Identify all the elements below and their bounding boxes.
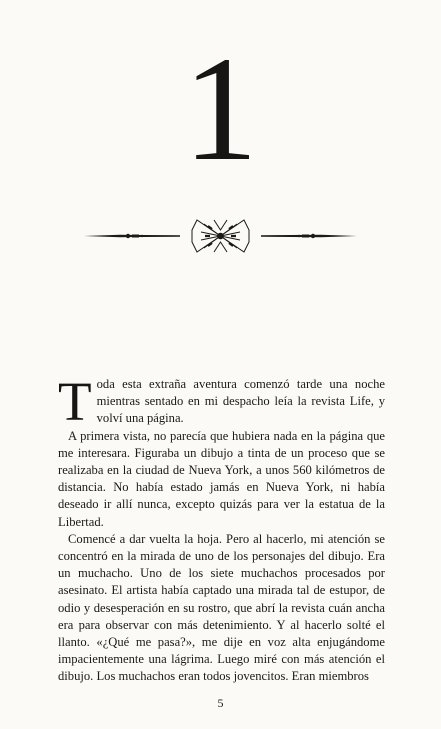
paragraph: Comencé a dar vuelta la hoja. Pero al hacerlo, mi atención se concentró en la mirada de uno de los personajes del dibujo. Era un muchacho. Uno de los siete muchachos procesados por asesinato. El artista había captado una mirada tal de estupor, de odio y desesperación en su rostro, que abrí la revista cuán ancha era para observar con más detenimiento. Y al hacerlo solté el llanto. «¿Qué me pasa?», me dije en voz alta enjugándome impacientemente una lágrima. Luego miré con más atención el dibujo. Los muchachos eran todos jovencitos. Eran miembros xyxy=(58,531,385,684)
paragraph: A primera vista, no parecía que hubiera nada en la página que me interesara. Figuraba un dibujo a tinta de un proceso que se realizaba en la ciudad de Nueva York, a unos 560 kilómetros de distancia. No había estado jamás en Nueva York, ni había deseado ir allí nunca, excepto quizás para ver la estatua de la Libertad. xyxy=(58,428,385,529)
drop-cap: T xyxy=(58,371,92,432)
paragraph xyxy=(58,371,385,432)
ornament-right-rule xyxy=(261,234,357,238)
page-number: 5 xyxy=(217,696,224,710)
bow-ornament-icon xyxy=(80,212,361,260)
chapter-body xyxy=(58,371,385,686)
chapter-number: 1 xyxy=(183,26,258,192)
ornament-bow xyxy=(192,220,249,252)
ornament-left-rule xyxy=(84,234,180,238)
paragraph-text: oda esta extraña aventura comenzó tarde una noche mientras sentado en mi despacho leía la revista Life, y volví una página. xyxy=(96,377,385,426)
